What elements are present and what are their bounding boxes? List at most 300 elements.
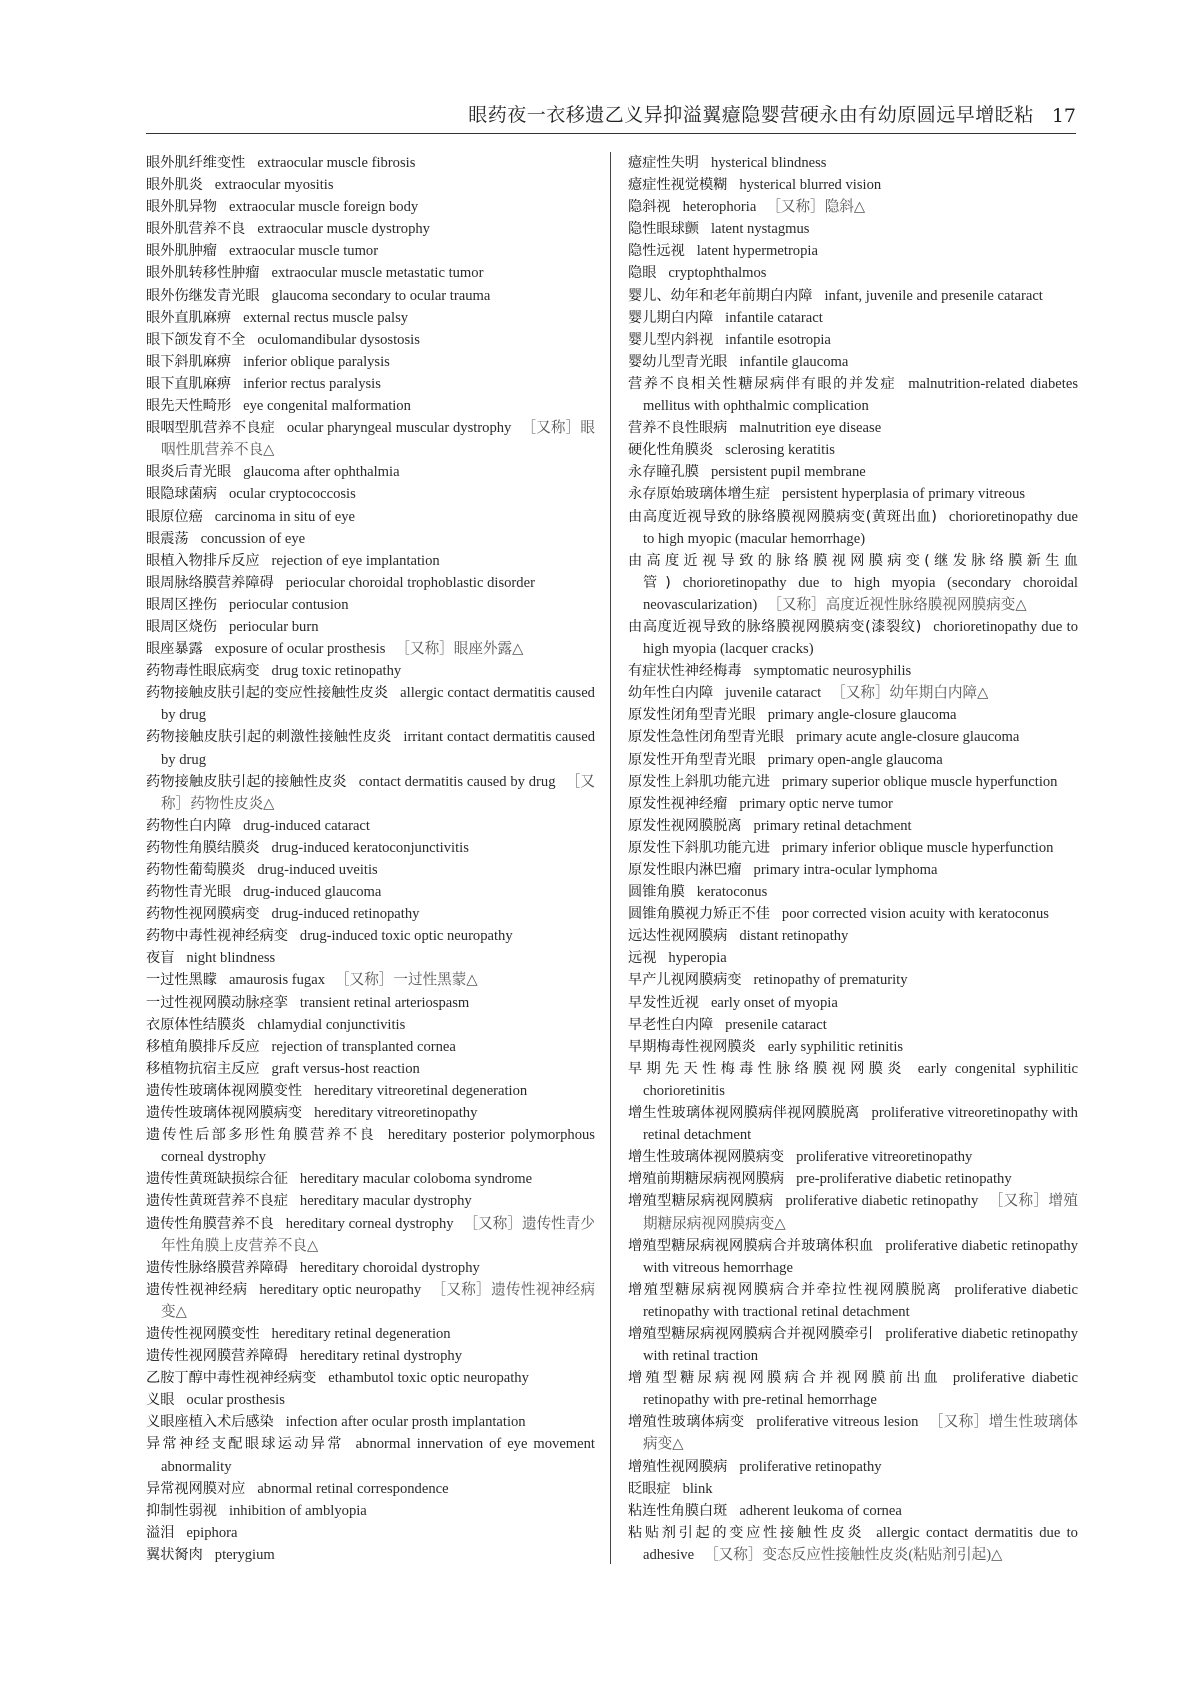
term-chinese: 隐性远视	[628, 243, 685, 260]
term-chinese: 原发性开角型青光眼	[628, 751, 756, 768]
term-english: hereditary vitreoretinal degeneration	[314, 1082, 528, 1099]
term-chinese: 粘连性角膜白斑	[628, 1502, 728, 1519]
glossary-entry	[628, 903, 1078, 925]
term-english: oculomandibular dysostosis	[257, 331, 420, 348]
term-alias: ［又称］变态反应性接触性皮炎(粘贴剂引起)△	[704, 1546, 1003, 1563]
term-alias: ［又称］增生性玻璃体病变△	[643, 1414, 1078, 1453]
term-english: hyperopia	[668, 950, 727, 967]
glossary-entry	[146, 925, 595, 947]
term-chinese: 眼外肌肿瘤	[146, 243, 217, 260]
term-english: inhibition of amblyopia	[228, 1502, 367, 1519]
glossary-entry	[146, 1257, 595, 1279]
term-english: early syphilitic retinitis	[767, 1038, 904, 1055]
term-chinese: 药物性角膜结膜炎	[146, 839, 260, 856]
glossary-entry	[628, 1036, 1078, 1058]
term-english: rejection of transplanted cornea	[271, 1038, 456, 1055]
term-english: hereditary optic neuropathy	[259, 1281, 422, 1298]
term-chinese: 眨眼症	[628, 1480, 671, 1497]
term-chinese: 药物性白内障	[146, 817, 232, 834]
glossary-entry	[628, 1102, 1078, 1146]
term-chinese: 远视	[628, 950, 657, 967]
term-chinese: 眼外肌纤维变性	[146, 155, 246, 171]
glossary-entry	[146, 506, 595, 528]
term-english: irritant contact dermatitis caused by drug	[161, 729, 595, 768]
left-column	[146, 152, 595, 1566]
glossary-entry	[146, 174, 595, 196]
glossary-entry	[628, 285, 1078, 307]
term-chinese: 药物接触皮肤引起的变应性接触性皮炎	[146, 685, 389, 702]
term-chinese: 眼外肌异物	[146, 199, 217, 216]
term-english: proliferative vitreoretinopathy with retinal detachment	[643, 1105, 1078, 1144]
term-english: inferior rectus paralysis	[243, 375, 381, 392]
term-english: poor corrected vision acuity with keratoconus	[781, 906, 1049, 923]
glossary-entry	[146, 726, 595, 770]
term-english: glaucoma secondary to ocular trauma	[271, 287, 491, 304]
page-number: 17	[1051, 105, 1076, 127]
term-chinese: 眼周脉络膜营养障碍	[146, 574, 274, 591]
term-chinese: 眼下直肌麻痹	[146, 375, 232, 392]
term-chinese: 早发性近视	[628, 994, 699, 1011]
glossary-entry	[628, 726, 1078, 748]
term-english: hereditary macular coloboma syndrome	[299, 1171, 533, 1188]
glossary-entry	[146, 528, 595, 550]
right-column	[628, 152, 1078, 1566]
term-chinese: 眼外肌转移性肿瘤	[146, 265, 260, 282]
term-english: carcinoma in situ of eye	[214, 508, 355, 525]
term-english: ocular prosthesis	[186, 1392, 285, 1409]
term-english: drug-induced keratoconjunctivitis	[271, 839, 469, 856]
term-english: periocular contusion	[228, 596, 349, 613]
glossary-entry	[628, 1500, 1078, 1522]
term-chinese: 遗传性黄斑缺损综合征	[146, 1171, 288, 1188]
glossary-entry	[146, 262, 595, 284]
glossary-entry	[628, 1456, 1078, 1478]
term-english: proliferative diabetic retinopathy	[785, 1193, 979, 1210]
term-alias: ［又称］遗传性青少年性角膜上皮营养不良△	[161, 1215, 595, 1254]
term-chinese: 药物性青光眼	[146, 884, 232, 901]
term-english: hereditary macular dystrophy	[299, 1193, 472, 1210]
term-chinese: 营养不良性眼病	[628, 420, 728, 437]
term-english: hereditary choroidal dystrophy	[299, 1259, 480, 1276]
term-chinese: 义眼	[146, 1392, 175, 1409]
glossary-entry	[628, 240, 1078, 262]
glossary-entry	[628, 373, 1078, 417]
term-chinese: 眼炎后青光眼	[146, 464, 232, 481]
term-chinese: 眼震荡	[146, 530, 189, 547]
term-english: sclerosing keratitis	[725, 442, 835, 459]
term-english: infantile glaucoma	[739, 353, 849, 370]
term-english: periocular choroidal trophoblastic disorder	[285, 574, 535, 591]
term-english: drug-induced toxic optic neuropathy	[299, 928, 513, 945]
glossary-entry	[146, 992, 595, 1014]
term-chinese: 药物接触皮肤引起的接触性皮炎	[146, 773, 347, 790]
term-chinese: 早老性白内障	[628, 1016, 714, 1033]
term-chinese: 有症状性神经梅毒	[628, 663, 742, 680]
term-chinese: 婴幼儿型青光眼	[628, 353, 728, 370]
term-english: presenile cataract	[725, 1016, 827, 1033]
term-english: drug-induced glaucoma	[243, 884, 382, 901]
glossary-entry	[146, 947, 595, 969]
term-chinese: 圆锥角膜视力矫正不佳	[628, 906, 770, 923]
term-english: hereditary retinal degeneration	[271, 1325, 451, 1342]
term-alias: ［又称］增殖期糖尿病视网膜病变△	[643, 1193, 1078, 1232]
term-chinese: 一过性黑矇	[146, 972, 217, 989]
glossary-entry	[628, 837, 1078, 859]
term-chinese: 药物中毒性视神经病变	[146, 928, 288, 945]
term-chinese: 癔症性视觉模糊	[628, 177, 728, 194]
term-chinese: 增殖前期糖尿病视网膜病	[628, 1171, 785, 1188]
glossary-entry	[146, 1124, 595, 1168]
term-english: extraocular muscle foreign body	[228, 199, 419, 216]
glossary-entry	[146, 461, 595, 483]
term-chinese: 原发性上斜肌功能亢进	[628, 773, 770, 790]
glossary-entry	[146, 1367, 595, 1389]
glossary-entry	[146, 1102, 595, 1124]
term-english: ocular pharyngeal muscular dystrophy	[286, 420, 512, 437]
term-english: primary open-angle glaucoma	[767, 751, 943, 768]
term-chinese: 抑制性弱视	[146, 1502, 217, 1519]
term-chinese: 眼原位癌	[146, 508, 203, 525]
term-english: primary optic nerve tumor	[739, 795, 893, 812]
term-chinese: 遗传性视网膜变性	[146, 1325, 260, 1342]
glossary-entry	[628, 660, 1078, 682]
term-english: drug-induced cataract	[243, 817, 370, 834]
term-chinese: 婴儿期白内障	[628, 309, 714, 326]
glossary-entry	[628, 1168, 1078, 1190]
glossary-entry	[146, 550, 595, 572]
glossary-entry	[628, 1014, 1078, 1036]
term-english: latent hypermetropia	[696, 243, 818, 260]
glossary-entry	[628, 1367, 1078, 1411]
glossary-entry	[146, 616, 595, 638]
term-english: early congenital syphilitic chorioretinitis	[643, 1060, 1078, 1099]
term-chinese: 遗传性脉络膜营养障碍	[146, 1259, 288, 1276]
term-english: primary acute angle-closure glaucoma	[796, 729, 1020, 746]
glossary-entry	[628, 307, 1078, 329]
term-chinese: 眼周区挫伤	[146, 596, 217, 613]
term-chinese: 硬化性角膜炎	[628, 442, 714, 459]
term-english: rejection of eye implantation	[271, 552, 440, 569]
glossary-entry	[146, 1190, 595, 1212]
glossary-entry	[146, 682, 595, 726]
glossary-entry	[146, 1080, 595, 1102]
term-chinese: 隐性眼球颤	[628, 221, 699, 238]
term-chinese: 增殖性玻璃体病变	[628, 1414, 745, 1431]
term-english: allergic contact dermatitis caused by drug	[161, 685, 595, 724]
term-alias: ［又称］药物性皮炎△	[161, 773, 595, 812]
term-chinese: 婴儿型内斜视	[628, 331, 714, 348]
term-chinese: 眼外伤继发青光眼	[146, 287, 260, 304]
term-english: persistent pupil membrane	[710, 464, 866, 481]
term-english: keratoconus	[696, 884, 768, 901]
glossary-entry	[146, 1544, 595, 1566]
glossary-entry	[146, 417, 595, 461]
term-english: proliferative vitreous lesion	[756, 1414, 919, 1431]
term-chinese: 药物性视网膜病变	[146, 906, 260, 923]
glossary-entry	[146, 1036, 595, 1058]
term-english: primary intra-ocular lymphoma	[753, 862, 938, 878]
glossary-entry	[628, 616, 1078, 660]
term-chinese: 圆锥角膜	[628, 884, 685, 901]
term-english: infantile esotropia	[725, 331, 831, 348]
glossary-entry	[628, 1235, 1078, 1279]
term-chinese: 婴儿、幼年和老年前期白内障	[628, 287, 813, 304]
term-chinese: 夜盲	[146, 950, 175, 967]
term-chinese: 遗传性视网膜营养障碍	[146, 1348, 288, 1365]
term-chinese: 隐眼	[628, 265, 657, 282]
term-english: chlamydial conjunctivitis	[257, 1016, 406, 1033]
term-english: night blindness	[186, 950, 276, 967]
term-english: infant, juvenile and presenile cataract	[824, 287, 1043, 304]
glossary-entry	[628, 1146, 1078, 1168]
term-chinese: 隐斜视	[628, 199, 671, 216]
term-chinese: 眼隐球菌病	[146, 486, 217, 503]
glossary-entry	[628, 682, 1078, 704]
term-chinese: 遗传性黄斑营养不良症	[146, 1193, 288, 1210]
term-english: proliferative vitreoretinopathy	[796, 1149, 973, 1166]
glossary-entry	[628, 483, 1078, 505]
term-english: distant retinopathy	[739, 928, 849, 945]
glossary-entry	[628, 506, 1078, 550]
term-english: exposure of ocular prosthesis	[214, 641, 386, 658]
term-chinese: 药物接触皮肤引起的刺激性接触性皮炎	[146, 729, 392, 746]
glossary-entry	[146, 572, 595, 594]
term-chinese: 增殖型糖尿病视网膜病合并视网膜牵引	[628, 1325, 874, 1342]
term-alias: ［又称］眼咽性肌营养不良△	[161, 420, 595, 459]
glossary-entry	[146, 1478, 595, 1500]
glossary-entry	[628, 969, 1078, 991]
term-english: proliferative diabetic retinopathy with tractional retinal detachment	[643, 1281, 1078, 1320]
term-english: extraocular muscle fibrosis	[257, 155, 416, 171]
term-chinese: 增殖型糖尿病视网膜病合并玻璃体积血	[628, 1237, 874, 1254]
term-chinese: 远达性视网膜病	[628, 928, 728, 945]
glossary-entry	[146, 815, 595, 837]
term-chinese: 衣原体性结膜炎	[146, 1016, 246, 1033]
term-english: chorioretinopathy due to high myopia (secondary choroidal neovascularization)	[643, 574, 1078, 613]
term-english: allergic contact dermatitis due to adhesive	[643, 1524, 1078, 1563]
term-english: adherent leukoma of cornea	[739, 1502, 902, 1519]
term-chinese: 永存瞳孔膜	[628, 464, 699, 481]
term-english: juvenile cataract	[725, 685, 822, 702]
glossary-entry	[146, 903, 595, 925]
term-chinese: 早期梅毒性视网膜炎	[628, 1038, 756, 1055]
term-chinese: 溢泪	[146, 1524, 175, 1541]
glossary-entry	[146, 638, 595, 660]
term-english: blink	[682, 1480, 713, 1497]
term-english: primary retinal detachment	[753, 817, 912, 834]
glossary-entry	[628, 881, 1078, 903]
glossary-entry	[146, 859, 595, 881]
glossary-entry	[146, 307, 595, 329]
term-english: primary superior oblique muscle hyperfunction	[781, 773, 1058, 790]
term-english: proliferative diabetic retinopathy with vitreous hemorrhage	[643, 1237, 1078, 1276]
term-english: infection after ocular prosth implantation	[285, 1414, 526, 1431]
glossary-entry	[146, 1213, 595, 1257]
term-english: heterophoria	[682, 199, 757, 216]
glossary-entry	[146, 1168, 595, 1190]
running-title: 眼药夜一衣移遗乙义异抑溢翼癔隐婴营硬永由有幼原圆远早增眨粘	[468, 104, 1034, 126]
glossary-entry	[628, 859, 1078, 881]
glossary-entry	[628, 152, 1078, 174]
glossary-entry	[146, 594, 595, 616]
glossary-entry	[628, 417, 1078, 439]
term-alias: ［又称］隐斜△	[766, 199, 866, 216]
term-alias: ［又称］一过性黑蒙△	[335, 972, 478, 989]
term-english: proliferative diabetic retinopathy with retinal traction	[643, 1325, 1078, 1365]
term-chinese: 遗传性玻璃体视网膜病变	[146, 1105, 303, 1122]
term-english: ethambutol toxic optic neuropathy	[328, 1370, 529, 1387]
glossary-entry	[146, 1433, 595, 1477]
term-chinese: 由高度近视导致的脉络膜视网膜病变(漆裂纹)	[628, 618, 922, 635]
glossary-entry	[628, 351, 1078, 373]
glossary-entry	[146, 1345, 595, 1367]
term-english: abnormal retinal correspondence	[257, 1480, 449, 1497]
glossary-entry	[146, 483, 595, 505]
term-chinese: 眼下斜肌麻痹	[146, 353, 232, 370]
term-english: extraocular muscle tumor	[228, 243, 379, 260]
term-english: latent nystagmus	[710, 221, 810, 238]
glossary-entry	[628, 262, 1078, 284]
glossary-entry	[146, 1014, 595, 1036]
term-english: early onset of myopia	[710, 994, 838, 1011]
glossary-entry	[628, 947, 1078, 969]
glossary-entry	[628, 1190, 1078, 1234]
term-chinese: 增殖性视网膜病	[628, 1458, 728, 1475]
term-chinese: 原发性视网膜脱离	[628, 817, 742, 834]
term-english: graft versus-host reaction	[271, 1060, 420, 1077]
term-chinese: 增殖型糖尿病视网膜病合并视网膜前出血	[628, 1370, 941, 1387]
term-english: proliferative diabetic retinopathy with pre-retinal hemorrhage	[643, 1370, 1078, 1409]
term-alias: ［又称］幼年期白内障△	[831, 685, 989, 702]
term-english: pre-proliferative diabetic retinopathy	[796, 1171, 1012, 1188]
glossary-entry	[146, 218, 595, 240]
term-chinese: 由高度近视导致的脉络膜视网膜病变(黄斑出血)	[628, 508, 937, 525]
term-english: amaurosis fugax	[228, 972, 326, 989]
term-english: chorioretinopathy due to high myopia (lacquer cracks)	[643, 618, 1078, 658]
glossary-entry	[146, 1500, 595, 1522]
term-chinese: 营养不良相关性糖尿病伴有眼的并发症	[628, 375, 897, 392]
term-chinese: 眼下颌发育不全	[146, 331, 246, 348]
term-english: concussion of eye	[200, 530, 306, 547]
term-english: chorioretinopathy due to high myopic (macular hemorrhage)	[643, 508, 1078, 547]
term-english: hereditary retinal dystrophy	[299, 1348, 462, 1365]
term-chinese: 原发性急性闭角型青光眼	[628, 729, 785, 746]
term-english: abnormal innervation of eye movement abnormality	[161, 1436, 595, 1475]
term-alias: ［又称］遗传性视神经病变△	[161, 1281, 595, 1320]
term-chinese: 移植物抗宿主反应	[146, 1060, 260, 1077]
term-chinese: 原发性眼内淋巴瘤	[628, 862, 742, 878]
term-chinese: 原发性下斜肌功能亢进	[628, 839, 770, 856]
glossary-entry	[628, 439, 1078, 461]
term-chinese: 眼外肌营养不良	[146, 221, 246, 238]
term-chinese: 义眼座植入术后感染	[146, 1414, 274, 1431]
term-english: epiphora	[186, 1524, 238, 1541]
term-chinese: 眼先天性畸形	[146, 398, 232, 415]
glossary-entry	[628, 174, 1078, 196]
term-english: hereditary posterior polymorphous corneal dystrophy	[161, 1127, 595, 1166]
term-chinese: 眼植入物排斥反应	[146, 552, 260, 569]
term-english: extraocular muscle dystrophy	[257, 221, 430, 238]
glossary-entry	[146, 1323, 595, 1345]
glossary-entry	[628, 925, 1078, 947]
term-chinese: 眼咽型肌营养不良症	[146, 420, 275, 437]
term-english: pterygium	[214, 1546, 275, 1563]
glossary-entry	[146, 660, 595, 682]
term-chinese: 眼座暴露	[146, 641, 203, 658]
term-alias: ［又称］高度近视性脉络膜视网膜病变△	[767, 596, 1027, 613]
term-alias: ［又称］眼座外露△	[395, 641, 524, 658]
glossary-entry	[146, 285, 595, 307]
glossary-entry	[146, 373, 595, 395]
term-english: hysterical blurred vision	[739, 177, 882, 194]
glossary-entry	[146, 969, 595, 991]
term-english: extraocular myositis	[214, 177, 334, 194]
term-english: external rectus muscle palsy	[243, 309, 409, 326]
term-chinese: 异常视网膜对应	[146, 1480, 246, 1497]
term-english: primary inferior oblique muscle hyperfunction	[781, 839, 1054, 856]
term-chinese: 癔症性失明	[628, 155, 699, 171]
term-english: extraocular muscle metastatic tumor	[271, 265, 484, 282]
term-chinese: 药物性葡萄膜炎	[146, 862, 246, 878]
term-chinese: 增殖型糖尿病视网膜病	[628, 1193, 774, 1210]
glossary-entry	[628, 992, 1078, 1014]
term-english: proliferative retinopathy	[739, 1458, 882, 1475]
term-chinese: 遗传性后部多形性角膜营养不良	[146, 1127, 376, 1144]
glossary-entry	[146, 881, 595, 903]
glossary-entry	[628, 461, 1078, 483]
glossary-entry	[628, 749, 1078, 771]
term-chinese: 乙胺丁醇中毒性视神经病变	[146, 1370, 317, 1387]
term-english: transient retinal arteriospasm	[299, 994, 470, 1011]
glossary-entry	[146, 196, 595, 218]
term-english: hysterical blindness	[710, 155, 827, 171]
term-english: cryptophthalmos	[668, 265, 767, 282]
glossary-entry	[628, 1058, 1078, 1102]
term-chinese: 药物毒性眼底病变	[146, 663, 260, 680]
glossary-entry	[628, 704, 1078, 726]
glossary-entry	[146, 1411, 595, 1433]
glossary-entry	[628, 815, 1078, 837]
term-chinese: 粘贴剂引起的变应性接触性皮炎	[628, 1524, 865, 1541]
glossary-entry	[628, 196, 1078, 218]
glossary-entry	[628, 793, 1078, 815]
glossary-entry	[628, 1478, 1078, 1500]
term-chinese: 增殖型糖尿病视网膜病合并牵拉性视网膜脱离	[628, 1281, 943, 1298]
glossary-entry	[146, 240, 595, 262]
term-english: persistent hyperplasia of primary vitreous	[781, 486, 1026, 503]
glossary-entry	[146, 152, 595, 174]
term-english: malnutrition eye disease	[739, 420, 882, 437]
term-english: contact dermatitis caused by drug	[358, 773, 556, 790]
glossary-entry	[146, 329, 595, 351]
glossary-entry	[146, 771, 595, 815]
term-english: drug toxic retinopathy	[271, 663, 402, 680]
term-english: periocular burn	[228, 618, 319, 635]
glossary-entry	[146, 1279, 595, 1323]
glossary-entry	[628, 1279, 1078, 1323]
term-english: glaucoma after ophthalmia	[243, 464, 400, 481]
term-english: malnutrition-related diabetes mellitus with ophthalmic complication	[643, 375, 1078, 415]
glossary-entry	[628, 1411, 1078, 1455]
glossary-entry	[628, 550, 1078, 616]
glossary-entry	[628, 1522, 1078, 1566]
term-chinese: 原发性闭角型青光眼	[628, 707, 756, 724]
term-chinese: 一过性视网膜动脉痉挛	[146, 994, 288, 1011]
glossary-entry	[146, 351, 595, 373]
glossary-entry	[628, 771, 1078, 793]
term-chinese: 遗传性玻璃体视网膜变性	[146, 1082, 303, 1099]
term-english: infantile cataract	[725, 309, 823, 326]
